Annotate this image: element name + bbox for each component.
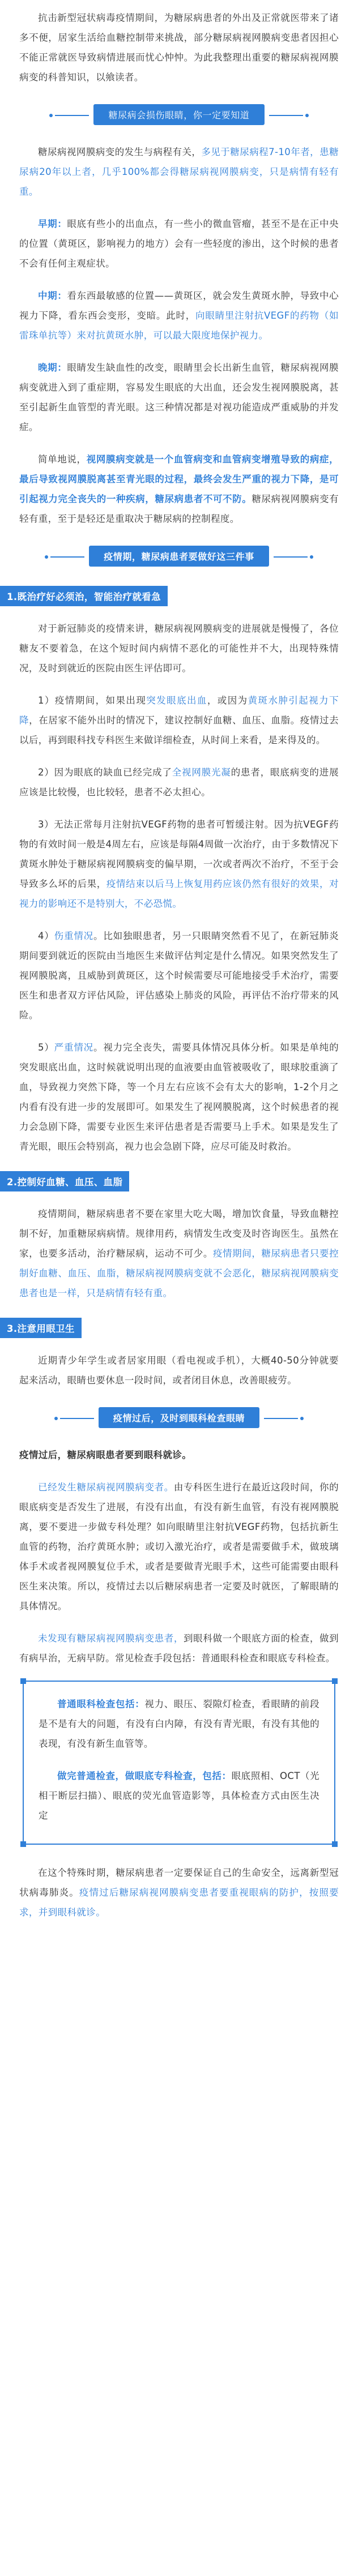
closing-paragraph [19, 1863, 339, 1922]
text: 的患者，眼底病变的进展应该是比较慢，也比较轻，患者不必太担心。 [19, 767, 339, 798]
banner-line-left [50, 556, 84, 558]
banner-wrap [99, 1407, 259, 1428]
summary-tail: 糖尿病视网膜病变有轻有重，至于是轻还是重取决于糖尿病的控制程度。 [19, 494, 339, 524]
banner-line-right [274, 556, 308, 558]
summary-text: 简单地说， [38, 454, 87, 465]
highlight: 只是病情有轻有重。 [86, 1288, 173, 1298]
course-highlight: 多见于糖尿病程7-10年者，患糖尿病20年以上者，几乎100%都会得糖尿病视网膜病变，只是病情有轻有重。 [19, 147, 339, 197]
text: 疫情期间，糖尿病患者不要在家里大吃大喝，增加饮食量，导致血糖控制不好，加重糖尿病病情。规律用药，病情发生改变及时咨询医生。虽然在家，也要多活动，治疗糖尿病，运动不可少。 [19, 1208, 339, 1259]
text: 5） [38, 1042, 54, 1053]
box-paragraph-1 [39, 1694, 319, 1754]
epidemic-paragraph-2 [19, 691, 339, 750]
late-stage-text: 眼睛发生缺血性的改变，眼睛里会长出新生血管，糖尿病视网膜病变就进入到了重症期，容易发生眼底的大出血，还会发生视网膜脱离，甚至引起新生血管型的青光眼。这三种情况都是对视功能造成严重威胁的并发症。 [19, 362, 339, 432]
summary-highlight: 视网膜病变就是一个血管病变和血管病变增殖导致的病症，最后导致视网膜脱离甚至青光眼的过程，最终会发生严重的视力下降，是可引起视力完全丧失的一种疾病，糖尿病患者不可不防。 [19, 454, 339, 504]
text: 由专科医生进行在最近这段时间，你的眼底病变是否发生了进展，有没有出血，有没有新生血管，有没有视网膜脱离，要不要进一步做专科处理？如向眼睛里注射抗VEGF药物，包括抗新生血管的药物，治疗黄斑水肿；或切入激光治疗，或者是需要做手术，做玻璃体手术或者视网膜复位手术，或者是要做青光眼手术，这些可能需要由眼科医生来决策。所以，疫情过去以后糖尿病患者一定要及时就医，了解眼睛的具体情况。 [19, 1482, 339, 1611]
highlight: 全视网膜光凝 [172, 767, 231, 778]
banner-wrap [93, 104, 264, 125]
course-text: 糖尿病视网膜病变的发生与病程有关， [38, 147, 202, 157]
box-text-2: 眼底照相、OCT（光相干断层扫描）、眼底的荧光血管造影等，具体检查方式由医生决定 [39, 1771, 319, 1821]
banner-dot-left-icon [45, 555, 48, 559]
text: 4） [38, 931, 54, 941]
epidemic-paragraph-1 [19, 619, 339, 678]
mid-stage-paragraph [19, 286, 339, 345]
late-stage-paragraph [19, 358, 339, 437]
subsection-title-2: 2.控制好血糖、血压、血脂 [0, 1171, 129, 1191]
intro-section [19, 0, 339, 87]
banner-eye-damage [19, 104, 339, 125]
early-stage-label: 早期： [38, 218, 67, 229]
mid-stage-label: 中期： [38, 290, 67, 301]
highlight: 未发现有糖尿病视网膜病变患者， [38, 1633, 184, 1644]
epidemic-paragraph-8 [19, 1351, 339, 1390]
highlight: 伤重情况 [54, 931, 94, 941]
banner-after-epidemic [19, 1407, 339, 1428]
banner-dot-left-icon [49, 114, 53, 117]
epidemic-paragraph-6 [19, 1038, 339, 1156]
closing-text: 在这个特殊时期，糖尿病患者一定要保证自己的生命安全，远离新型冠状病毒肺炎。 [19, 1867, 339, 1898]
text: 。视力完全丧失，需要具体情况具体分析。如果是单纯的突发眼底出血，这时候就说明出现的血液要由血管被吸收了，眼球胶重滴了血，导致视力突然下降，等一个月左右应该不会有太大的影响，1-2个月之内看有没有进一步的发展即可。如果发生了视网膜脱离，这个时候患者的视力会急剧下降，需要专业医生来评估患者是否需要马上手术。如果是发生了青光眼，眼压会特别高，视力也会急剧下降，应尽可能及时救治。 [19, 1042, 339, 1152]
box-corner-icon [332, 1841, 338, 1847]
late-stage-label: 晚期： [38, 362, 67, 373]
banner-title: 糖尿病会损伤眼睛，你一定要知道 [93, 104, 264, 125]
highlight: 已经发生糖尿病视网膜病变者。 [38, 1482, 174, 1493]
intro-text: 抗击新型冠状病毒疫情期间，为糖尿病患者的外出及正常就医带来了诸多不便，居家生活给血糖控制带来挑战，部分糖尿病视网膜病变患者因担心不能正常就医导致病情进展而忧心忡忡。为此我整理出重要的糖尿病视网膜病变的科普知识，以飨读者。 [19, 12, 339, 83]
subsection-title-1: 1.既治疗好必须治，智能治疗就看急 [0, 586, 168, 606]
mid-stage-highlight: 向眼睛里注射抗VEGF的药物（如雷珠单抗等）来对抗黄斑水肿，可以最大限度地保护视力。 [19, 310, 339, 341]
highlight: 疫情期间，糖尿病患者只要控制好血糖、血压、血脂，糖尿病视网膜病变就不会恶化，糖尿病视网膜病变患者也是一样， [19, 1248, 339, 1298]
banner-wrap [89, 546, 269, 567]
banner-dot-right-icon [300, 1417, 304, 1420]
highlight: 突发眼底出血 [146, 695, 207, 706]
banner-title: 疫情过后，及时到眼科检查眼睛 [99, 1407, 259, 1428]
epidemic-paragraph-4 [19, 815, 339, 914]
mid-stage-text: 看东西最敏感的位置——黄斑区，就会发生黄斑水肿，导致中心视力下降，看东西会变形，变暗。此时， [19, 290, 339, 321]
epidemic-paragraph-7 [19, 1204, 339, 1303]
after-lead-paragraph [19, 1445, 339, 1465]
after-paragraph-2 [19, 1628, 339, 1668]
epidemic-paragraph-5 [19, 926, 339, 1025]
text: ，在居家不能外出时的情况下，建议控制好血糖、血压、血脂。疫情过去以后，再到眼科找专科医生来做详细检查，从时间上来看，是来得及的。 [19, 715, 339, 745]
early-stage-paragraph [19, 214, 339, 273]
highlight: 严重情况 [54, 1042, 94, 1053]
epidemic-text-1: 对于新冠肺炎的疫情来讲，糖尿病视网膜病变的进展就是慢慢了，各位糖友不要着急，在这个短时间内病情不恶化的可能性并不大，出现特殊情况，及时到就近的医院由医生评估即可。 [19, 623, 339, 674]
closing-highlight: 疫情过后糖尿病视网膜病变患者要重视眼病的防护，按照要求，并到眼科就诊。 [19, 1887, 339, 1918]
epidemic-paragraph-3 [19, 762, 339, 802]
after-paragraph-1 [19, 1477, 339, 1616]
box-corner-icon [332, 1678, 338, 1684]
text: ，或因为 [207, 695, 248, 706]
text: 1）疫情期间，如果出现 [38, 695, 147, 706]
text: 3）无法正常每月注射抗VEGF药物的患者可暂缓注射。因为抗VEGF药物的有效时间一般是4周左右，应该是每隔4周做一次治疗，由于多数情况下黄斑水肿处于糖尿病视网膜病变的偏早期，一次或者两次不治疗，不至于会导致多么坏的后果， [19, 819, 339, 889]
banner-title: 疫情期，糖尿病患者要做好这三件事 [89, 546, 269, 567]
banner-dot-right-icon [310, 555, 313, 559]
banner-dot-left-icon [54, 1417, 58, 1420]
early-stage-text: 眼底有些小的出血点，有一些小的微血管瘤，甚至不是在正中央的位置（黄斑区，影响视力的地方）会有一些轻度的渗出，这个时候的患者不会有任何主观症状。 [19, 218, 339, 269]
box-corner-icon [20, 1678, 26, 1684]
box-label-1: 普通眼科检查包括： [57, 1699, 145, 1709]
banner-line-left [60, 1418, 94, 1419]
banner-line-left [55, 115, 89, 116]
text: 2）因为眼底的缺血已经完成了 [38, 767, 172, 778]
box-text-1: 视力、眼压、裂隙灯检查，看眼睛的前段是不是有大的问题，有没有白内障，有没有青光眼，有没有其他的表现，有没有新生血管等。 [39, 1699, 319, 1749]
banner-epidemic-tasks [19, 546, 339, 567]
banner-line-right [269, 115, 303, 116]
box-paragraph-2 [39, 1766, 319, 1825]
box-corner-icon [20, 1841, 26, 1847]
box-label-2: 做完普通检查，做眼底专科检查，包括： [57, 1771, 232, 1781]
after-lead-text: 疫情过后，糖尿病眼患者要到眼科就诊。 [19, 1450, 192, 1460]
text: 近期青少年学生或者居家用眼（看电视或手机），大概40-50分钟就要起来活动，眼睛也要休息一段时间，或者闭目休息，改善眼疲劳。 [19, 1355, 339, 1386]
exam-info-box [23, 1681, 335, 1845]
intro-paragraph [19, 8, 339, 87]
course-paragraph [19, 142, 339, 202]
subsection-title-3: 3.注意用眼卫生 [0, 1318, 82, 1338]
text: 。比如独眼患者，另一只眼睛突然看不见了，在新冠肺炎期间要到就近的医院由当地医生来做评估判定是什么情况。如果突然发生了视网膜脱离，且威胁到黄斑区，这个时候需要尽可能地接受手术治疗，需要医生和患者双方评估风险，评估感染上肺炎的风险，再评估不治疗带来的风险。 [19, 931, 339, 1021]
banner-line-right [264, 1418, 298, 1419]
summary-paragraph [19, 449, 339, 529]
text: 到眼科做一个眼底方面的检查，做到有病早治，无病早防。常见检查手段包括：普通眼科检查和眼底专科检查。 [19, 1633, 339, 1664]
highlight: 黄斑水肿引起视力下降 [19, 695, 339, 726]
banner-dot-right-icon [305, 114, 309, 117]
highlight: 疫情结束以后马上恢复用药应该仍然有很好的效果，对视力的影响还不是特别大，不必恐慌。 [19, 878, 339, 909]
